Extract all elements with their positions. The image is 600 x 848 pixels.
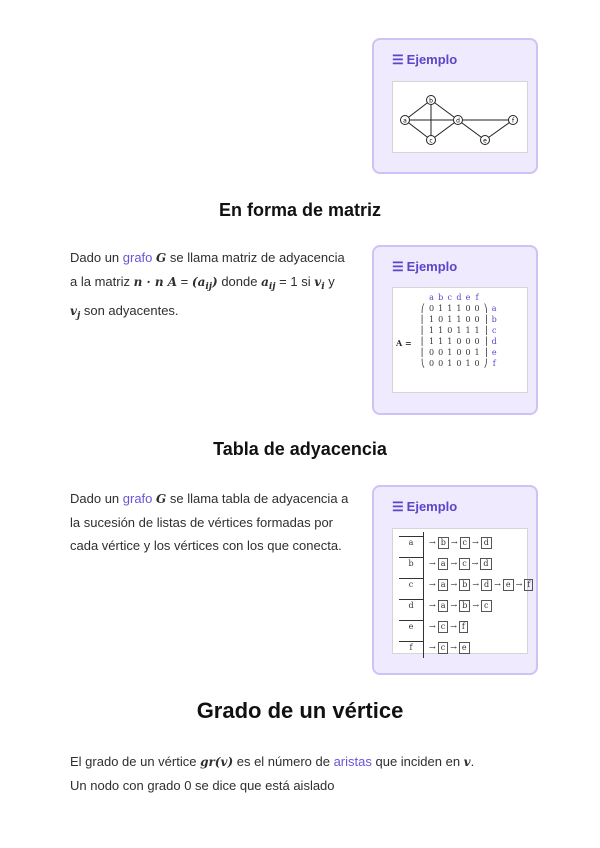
matrix-cell: 1 bbox=[447, 304, 453, 313]
arrow-icon: → bbox=[472, 580, 480, 589]
matrix-cell: 1 bbox=[465, 326, 471, 335]
matrix-row-label: c bbox=[491, 326, 497, 335]
matrix-cell: 1 bbox=[438, 304, 444, 313]
isolated-node-text: Un nodo con grado 0 se dice que está aislado bbox=[70, 778, 335, 793]
matrix-bracket-left: ⎜ bbox=[421, 315, 425, 324]
matrix-cell: 0 bbox=[474, 315, 480, 324]
adjacency-vertex: f bbox=[399, 641, 423, 654]
graph-node-label-e: e bbox=[483, 137, 487, 145]
matrix-cell: 1 bbox=[456, 304, 462, 313]
adjacency-neighbor: f bbox=[459, 621, 468, 633]
matrix-bracket-left: ⎜ bbox=[421, 348, 425, 357]
matrix-cell: 0 bbox=[474, 304, 480, 313]
adjacency-separator bbox=[423, 637, 428, 658]
adjacency-neighbor: a bbox=[438, 579, 449, 591]
matrix-bracket-right: ⎟ bbox=[483, 326, 488, 335]
adjacency-vertex: d bbox=[399, 599, 423, 612]
matrix-cell: 0 bbox=[456, 348, 462, 357]
matrix-cell: 0 bbox=[465, 304, 471, 313]
matrix-row-label: b bbox=[491, 315, 497, 324]
matrix-cell: 0 bbox=[429, 304, 435, 313]
matrix-bracket-left: ⎝ bbox=[421, 359, 425, 368]
adjacency-neighbor: b bbox=[459, 579, 470, 591]
adjacency-table-figure bbox=[392, 528, 531, 654]
arrow-icon: → bbox=[494, 580, 501, 589]
adjacency-row bbox=[399, 553, 534, 574]
example-box-matrix bbox=[372, 245, 538, 415]
matrix-bracket-right: ⎟ bbox=[483, 315, 488, 324]
matrix-cell: 0 bbox=[429, 348, 435, 357]
arrow-icon: → bbox=[450, 643, 457, 652]
matrix-bracket-right: ⎟ bbox=[483, 348, 488, 357]
matrix-row-label: f bbox=[492, 359, 496, 368]
example-title: ☰ Ejemplo bbox=[392, 52, 458, 67]
graph-edge-bd bbox=[429, 97, 458, 120]
matrix-col-label: e bbox=[465, 293, 471, 302]
matrix-col-label: a bbox=[429, 293, 434, 302]
matrix-figure bbox=[392, 287, 528, 393]
matrix-cell: 1 bbox=[474, 348, 480, 357]
adjacency-neighbor: d bbox=[481, 537, 492, 549]
adjacency-neighbor: c bbox=[481, 600, 491, 612]
arrow-icon: → bbox=[450, 622, 457, 631]
arrow-icon: → bbox=[472, 601, 480, 610]
matrix-cell: 1 bbox=[447, 315, 453, 324]
matrix-paragraph: Dado un grafo G se llama matriz de adyacencia a la matriz n · n $A = (a_{ij})$ donde $a_{ij} = 1$ si $v_i$ y $v_j$ son adyacentes. bbox=[70, 250, 345, 321]
matrix-cell: 0 bbox=[465, 315, 471, 324]
matrix-cell: 1 bbox=[429, 315, 435, 324]
graph-figure bbox=[392, 81, 528, 153]
matrix-row-label: a bbox=[491, 304, 497, 313]
adjacency-separator bbox=[423, 595, 428, 616]
matrix-bracket-left: ⎜ bbox=[421, 326, 425, 335]
math-nn: n · n A bbox=[133, 275, 178, 289]
matrix-bracket-left: ⎜ bbox=[421, 337, 425, 346]
adjacency-row bbox=[399, 616, 534, 637]
math-G: G bbox=[156, 492, 167, 506]
adjacency-separator bbox=[423, 616, 428, 637]
arrow-icon: → bbox=[429, 643, 436, 652]
adjacency-neighbor: b bbox=[438, 537, 449, 549]
matrix-col-label: d bbox=[456, 293, 462, 302]
matrix-cell: 1 bbox=[447, 348, 453, 357]
example-title: ☰ Ejemplo bbox=[392, 259, 458, 274]
arrow-icon: → bbox=[429, 538, 436, 547]
grafo-link[interactable]: grafo bbox=[122, 491, 153, 506]
graph-edge-de bbox=[456, 117, 485, 140]
matrix-cell: 0 bbox=[465, 348, 471, 357]
adjacency-vertex: a bbox=[399, 536, 423, 549]
adjacency-neighbor: e bbox=[459, 642, 470, 654]
matrix-cell: 0 bbox=[465, 337, 471, 346]
example-box-table bbox=[372, 485, 538, 675]
matrix-cell: 0 bbox=[429, 359, 435, 368]
arrow-icon: → bbox=[429, 601, 436, 610]
graph-node-label-a: a bbox=[403, 117, 407, 125]
example-title: ☰ Ejemplo bbox=[392, 499, 458, 514]
adjacency-row bbox=[399, 532, 534, 553]
matrix-cell: 1 bbox=[447, 337, 453, 346]
graph-edge-cd bbox=[431, 117, 460, 140]
adjacency-neighbor: c bbox=[438, 642, 448, 654]
arrow-icon: → bbox=[450, 559, 458, 568]
adjacency-neighbor: f bbox=[524, 579, 533, 591]
matrix-col-label: f bbox=[475, 293, 479, 302]
graph-node-label-f: f bbox=[511, 117, 515, 125]
arrow-icon: → bbox=[515, 580, 523, 589]
adjacency-vertex: b bbox=[399, 557, 423, 570]
graph-svg bbox=[393, 82, 527, 152]
adjacency-row bbox=[399, 637, 534, 658]
matrix-cell: 0 bbox=[438, 359, 444, 368]
matrix-col-label: c bbox=[447, 293, 452, 302]
adjacency-neighbor: a bbox=[438, 558, 449, 570]
math-G: G bbox=[156, 251, 167, 265]
matrix-row-label: e bbox=[491, 348, 497, 357]
matrix-cell: 1 bbox=[456, 326, 462, 335]
graph-node-label-c: c bbox=[429, 137, 433, 145]
matrix-cell: 0 bbox=[447, 326, 453, 335]
heading-matrix: En forma de matriz bbox=[218, 200, 382, 220]
heading-table: Tabla de adyacencia bbox=[213, 439, 387, 459]
matrix-row-label: d bbox=[491, 337, 497, 346]
matrix-cell: 1 bbox=[438, 326, 444, 335]
math-grv: gr(v) bbox=[200, 755, 234, 769]
matrix-cell: 1 bbox=[429, 337, 435, 346]
adjacency-row bbox=[399, 574, 534, 595]
list-icon: ☰ bbox=[392, 499, 404, 514]
matrix-cell: 1 bbox=[474, 326, 480, 335]
arrow-icon: → bbox=[471, 559, 479, 568]
adjacency-separator bbox=[423, 574, 428, 595]
grafo-link[interactable]: grafo bbox=[122, 250, 153, 265]
matrix-cell: 1 bbox=[465, 359, 471, 368]
adjacency-neighbor: b bbox=[459, 600, 470, 612]
adjacency-neighbor: d bbox=[481, 579, 492, 591]
heading-degree: Grado de un vértice bbox=[196, 698, 404, 723]
matrix-col-label: b bbox=[438, 293, 444, 302]
matrix-bracket-left: ⎛ bbox=[421, 304, 425, 313]
matrix-cell: 1 bbox=[456, 315, 462, 324]
matrix-cell: 0 bbox=[438, 315, 444, 324]
table-paragraph: Dado un grafo G se llama tabla de adyacencia a la sucesión de listas de vértices formadas por cada vértice y los vértices con los que conecta. bbox=[70, 491, 349, 553]
adjacency-neighbor: c bbox=[438, 621, 448, 633]
matrix-bracket-right: ⎠ bbox=[483, 359, 488, 368]
arrow-icon: → bbox=[450, 601, 458, 610]
matrix-cell: 0 bbox=[438, 348, 444, 357]
list-icon: ☰ bbox=[392, 259, 404, 274]
adjacency-neighbor: d bbox=[480, 558, 491, 570]
arrow-icon: → bbox=[450, 580, 458, 589]
degree-paragraph: El grado de un vértice gr(v) es el número de aristas que inciden en v. Un nodo con grado 0 se dice que está aislado bbox=[70, 754, 475, 793]
matrix-bracket-right: ⎞ bbox=[483, 304, 488, 313]
graph-edge-ef bbox=[485, 117, 515, 140]
adjacency-separator bbox=[423, 553, 428, 574]
adjacency-neighbor: c bbox=[459, 558, 469, 570]
adjacency-table bbox=[399, 532, 534, 658]
aristas-link[interactable]: aristas bbox=[333, 754, 372, 769]
matrix-cell: 1 bbox=[429, 326, 435, 335]
adjacency-neighbor: e bbox=[503, 579, 514, 591]
list-icon: ☰ bbox=[392, 52, 404, 67]
math-aij: $(a_{ij})$ bbox=[191, 275, 218, 292]
matrix-cell: 0 bbox=[474, 337, 480, 346]
matrix-bracket-right: ⎟ bbox=[483, 337, 488, 346]
adjacency-vertex: e bbox=[399, 620, 423, 633]
matrix-cell: 0 bbox=[474, 359, 480, 368]
adjacency-vertex: c bbox=[399, 578, 423, 591]
arrow-icon: → bbox=[472, 538, 479, 547]
adjacency-neighbor: a bbox=[438, 600, 449, 612]
arrow-icon: → bbox=[429, 622, 436, 631]
arrow-icon: → bbox=[429, 559, 436, 568]
arrow-icon: → bbox=[429, 580, 436, 589]
graph-node-label-d: d bbox=[456, 117, 460, 125]
matrix-cell: 0 bbox=[456, 337, 462, 346]
adjacency-neighbor: c bbox=[460, 537, 470, 549]
matrix-cell: 0 bbox=[456, 359, 462, 368]
adjacency-matrix bbox=[419, 292, 499, 369]
matrix-cell: 1 bbox=[438, 337, 444, 346]
arrow-icon: → bbox=[450, 538, 458, 547]
graph-node-label-b: b bbox=[429, 97, 433, 105]
matrix-cell: 1 bbox=[447, 359, 453, 368]
example-box-graph bbox=[372, 38, 538, 174]
matrix-label: A = bbox=[396, 338, 412, 348]
adjacency-separator bbox=[423, 532, 428, 553]
adjacency-row bbox=[399, 595, 534, 616]
